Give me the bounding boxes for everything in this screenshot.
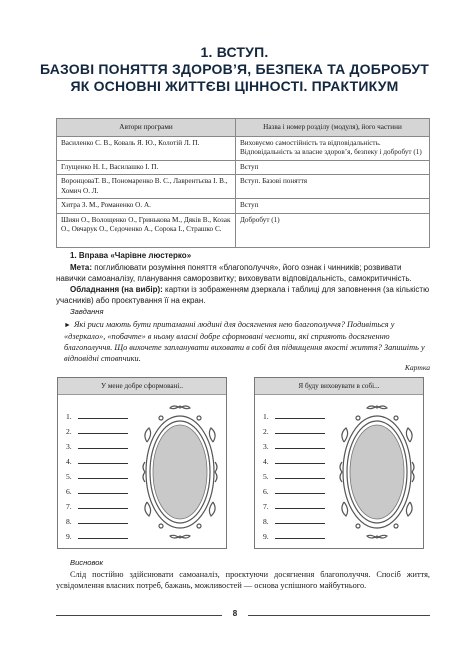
- blank-line: [78, 516, 128, 524]
- table-header-row: [57, 119, 430, 137]
- blank-line: [78, 486, 128, 494]
- page-title: [0, 44, 469, 95]
- cell-authors: Хитра З. М., Романенко О. А.: [57, 199, 236, 213]
- card-label: Картка: [404, 363, 430, 372]
- list-item: 5.: [66, 471, 128, 481]
- blank-line: [275, 471, 325, 479]
- list-item: 8.: [66, 516, 128, 526]
- blank-line: [275, 486, 325, 494]
- list-item: 4.: [263, 456, 325, 466]
- list-item: 2.: [263, 426, 325, 436]
- list-item: 8.: [263, 516, 325, 526]
- blank-line: [275, 531, 325, 539]
- card-well-formed: [57, 377, 227, 549]
- table-row: [57, 175, 430, 199]
- card-will-develop: [254, 377, 424, 549]
- blank-line: [78, 531, 128, 539]
- list-item: 1.: [66, 411, 128, 421]
- list-item: 2.: [66, 426, 128, 436]
- triangle-bullet-icon: ►: [64, 321, 71, 329]
- authors-table: [56, 118, 430, 248]
- equipment-label: Обладнання (на вибір):: [70, 285, 163, 294]
- list-item: 5.: [263, 471, 325, 481]
- exercise-title-suffix: »: [186, 251, 192, 260]
- cell-section: Вступ: [236, 161, 430, 175]
- list-item: 6.: [263, 486, 325, 496]
- blank-line: [78, 456, 128, 464]
- list-item: 7.: [263, 501, 325, 511]
- table-row: [57, 137, 430, 161]
- cell-authors: Глущенко Н. І., Василашко І. П.: [57, 161, 236, 175]
- exercise-title: [70, 251, 191, 260]
- header-section: Назва і номер розділу (модуля), його частини: [236, 119, 430, 137]
- footer-rule-right: [248, 615, 430, 616]
- list-item: 3.: [66, 441, 128, 451]
- cell-section: Вступ. Базові поняття: [236, 175, 430, 199]
- equipment-text: картки із зображенням дзеркала і таблиці для заповнення (за кількістю учасників) або проєктування її на екран.: [56, 285, 430, 305]
- list-item: 3.: [263, 441, 325, 451]
- footer-rule-left: [56, 615, 222, 616]
- card-left-title: У мене добре сформовані..: [58, 378, 226, 395]
- table-row: [57, 199, 430, 213]
- list-item: 4.: [66, 456, 128, 466]
- blank-line: [275, 426, 325, 434]
- card-right-title: Я буду виховувати в собі...: [255, 378, 423, 395]
- list-item: 6.: [66, 486, 128, 496]
- blank-line: [78, 411, 128, 419]
- exercise-equipment: [56, 285, 430, 307]
- cell-authors: ВоронцоваТ. В., Пономаренко В. С., Лаврентьєва І. В., Хомич О. Л.: [57, 175, 236, 199]
- conclusion-text: Слід постійно здійснювати самоаналіз, проєктуючи досягнення благополуччя. Спосіб життя, усвідомлення власних потреб, бажань, можливостей — основа успішного майбутнього.: [56, 570, 430, 590]
- blank-line: [275, 516, 325, 524]
- list-item: 9.: [66, 531, 128, 541]
- blank-line: [275, 441, 325, 449]
- title-line-3: ЯК ОСНОВНІ ЖИТТЄВІ ЦІННОСТІ. ПРАКТИКУМ: [70, 78, 399, 94]
- task-body: Які риси мають бути притаманні людині для досягнення нею благополуччя? Подивіться у «дзеркало», «побачте» в ньому власні добре сформовані чесноти, які сприяють досягненню благополуччя. Що вихочете запланувати виховати в собі для підвищення якості життя? Запишіть у відповідні стовпчики.: [64, 320, 425, 363]
- mirror-icon: [338, 402, 416, 542]
- blank-line: [78, 501, 128, 509]
- tasks-label: Завдання: [70, 307, 104, 316]
- cell-section: Виховуємо самостійність та відповідальність. Відповідальність за власне здоров’я, безпеку і добробут (1): [236, 137, 430, 161]
- blank-line: [78, 426, 128, 434]
- goal-label: Мета:: [70, 263, 93, 272]
- title-line-2: БАЗОВІ ПОНЯТТЯ ЗДОРОВ’Я, БЕЗПЕКА ТА ДОБРОБУТ: [39, 61, 430, 77]
- exercise-title-name: Чарівне люстерко: [114, 251, 187, 260]
- page-number: 8: [222, 609, 248, 618]
- title-line-1: 1. ВСТУП.: [200, 44, 269, 60]
- list-item: 9.: [263, 531, 325, 541]
- blank-line: [275, 411, 325, 419]
- cell-authors: Шиян О., Волощенко О., Гринькова М., Дяків В., Козак О., Овчарук О., Седоченко А., Сорока І., Страшко С.: [57, 213, 236, 247]
- cell-section: Вступ: [236, 199, 430, 213]
- table-row: [57, 161, 430, 175]
- exercise-goal: [56, 263, 430, 285]
- table-row: [57, 213, 430, 247]
- blank-line: [275, 456, 325, 464]
- list-item: 7.: [66, 501, 128, 511]
- task-text: [64, 319, 430, 364]
- conclusion-label: Висновок: [70, 558, 104, 567]
- cell-authors: Василенко С. В., Коваль Я. Ю., Колотій Л. П.: [57, 137, 236, 161]
- mirror-icon: [141, 402, 219, 542]
- header-authors: Автори програми: [57, 119, 236, 137]
- cell-section: Добробут (1): [236, 213, 430, 247]
- blank-line: [78, 441, 128, 449]
- exercise-title-prefix: 1. Вправа «: [70, 251, 115, 260]
- blank-line: [275, 501, 325, 509]
- blank-line: [78, 471, 128, 479]
- goal-text: поглиблювати розуміння поняття «благополуччя», його ознак і чинників; розвивати навички самоаналізу, планування саморозвитку; виховувати відповідальність, самокритичність.: [56, 263, 412, 283]
- list-item: 1.: [263, 411, 325, 421]
